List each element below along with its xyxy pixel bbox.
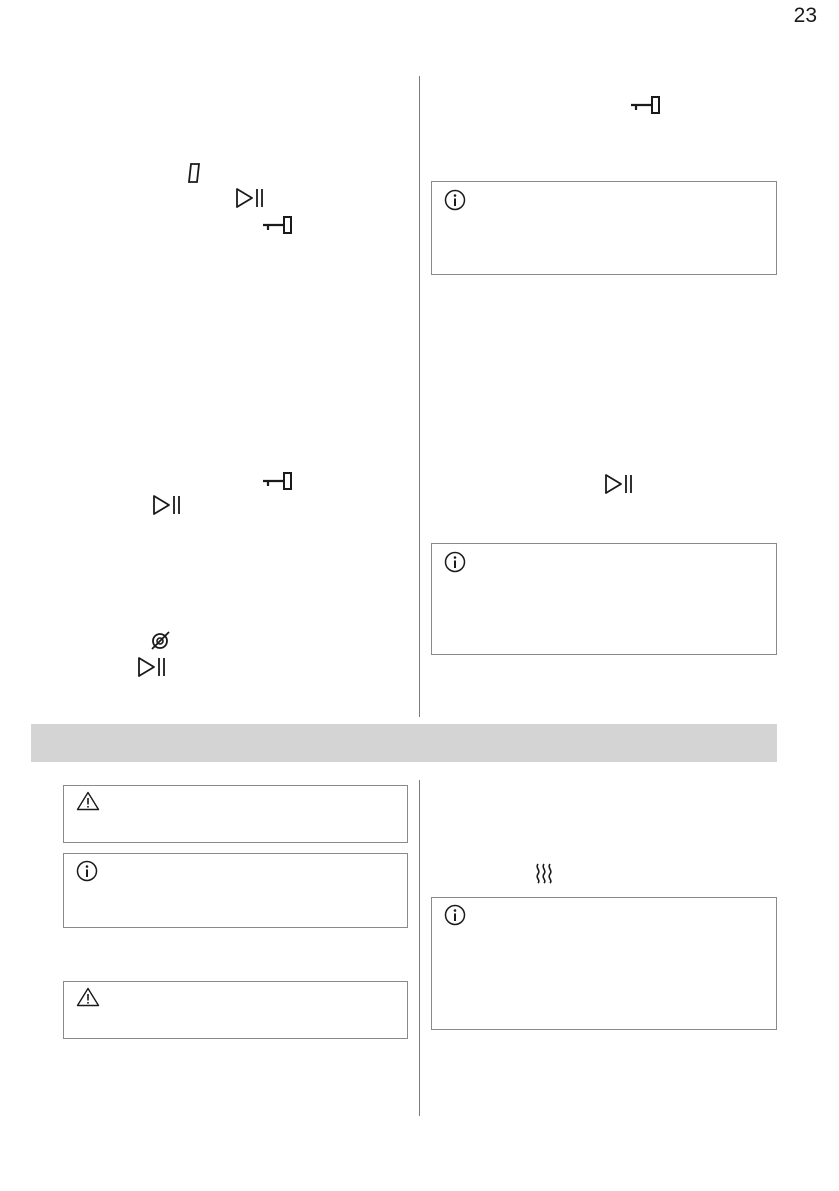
digit-zero-icon [187,163,201,183]
column-divider-top [419,76,420,717]
info-note-box [63,853,408,928]
child-lock-key-icon [262,471,294,491]
warning-box [63,785,408,843]
steam-icon [533,862,555,884]
start-pause-icon [152,495,182,515]
info-note-box [431,181,777,275]
start-pause-icon [604,474,634,494]
page-number: 23 [793,4,817,27]
info-note-box [431,897,777,1030]
info-icon [444,904,466,926]
info-icon [444,189,466,211]
start-pause-icon [137,657,167,677]
child-lock-key-icon [630,95,662,115]
column-divider-bottom [419,780,420,1116]
info-icon [76,860,98,882]
warning-box [63,981,408,1039]
info-icon [444,551,466,573]
section-heading-band [31,724,777,762]
info-note-box [431,543,777,655]
child-lock-key-icon [262,215,294,235]
start-pause-icon [235,188,265,208]
no-spin-icon [149,629,171,651]
warning-icon [76,791,100,811]
warning-icon [76,987,100,1007]
